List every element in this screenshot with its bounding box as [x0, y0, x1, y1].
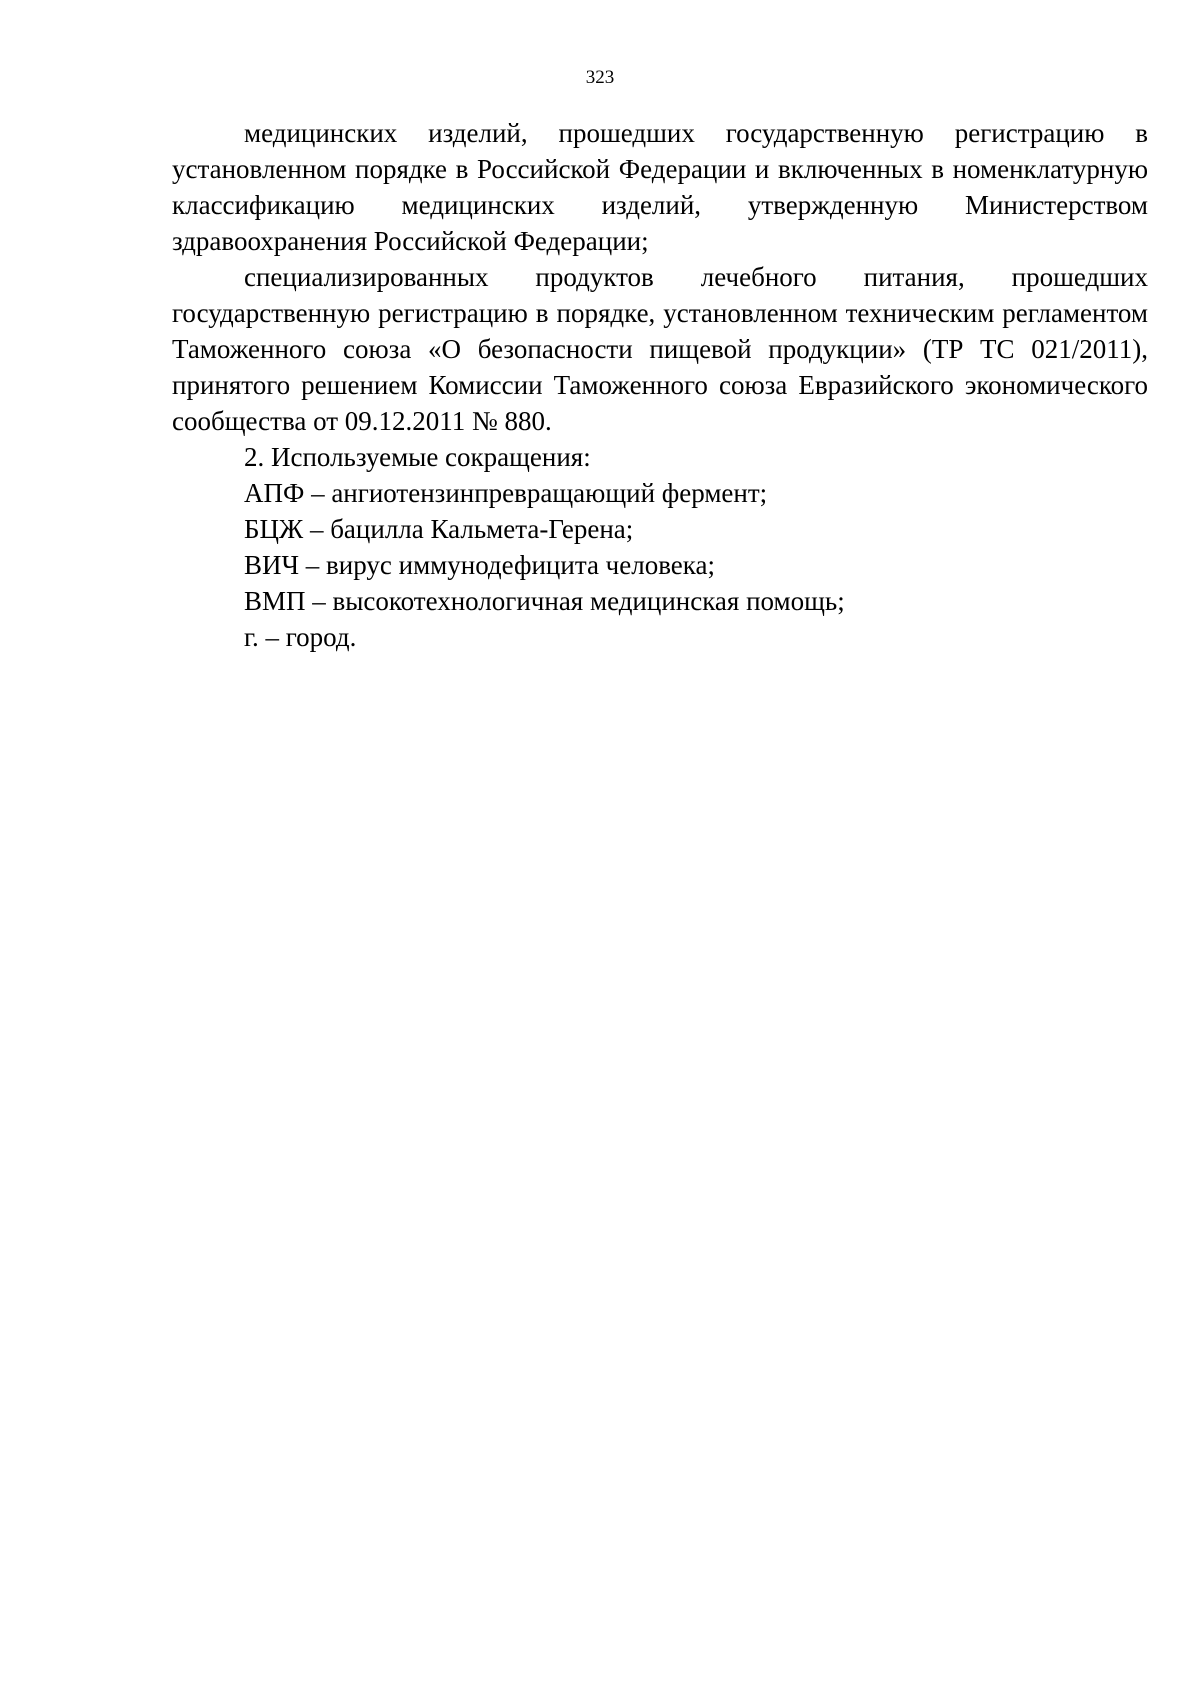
abbreviation-item: ВМП – высокотехнологичная медицинская помощь;: [244, 586, 845, 616]
page-number: 323: [585, 67, 615, 88]
abbreviation-item: ВИЧ – вирус иммунодефицита человека;: [244, 550, 715, 580]
abbreviation-item: г. – город.: [244, 622, 357, 652]
document-body: [172, 115, 1148, 655]
paragraph-specialized-nutrition: специализированных продуктов лечебного питания, прошедших государственную регистрацию в порядке, установленном техническим регламентом Таможенного союза «О безопасности пищевой продукции» (ТР ТС 021/2011), принятого решением Комиссии Таможенного союза Евразийского экономического сообщества от 09.12.2011 № 880.: [172, 262, 1148, 436]
paragraph-medical-devices: медицинских изделий, прошедших государственную регистрацию в установленном порядке в Российской Федерации и включенных в номенклатурную классификацию медицинских изделий, утвержденную Министерством здравоохранения Российской Федерации;: [172, 118, 1148, 256]
abbreviations-heading: 2. Используемые сокращения:: [244, 442, 591, 472]
abbreviation-item: АПФ – ангиотензинпревращающий фермент;: [244, 478, 768, 508]
abbreviation-item: БЦЖ – бацилла Кальмета-Герена;: [244, 514, 634, 544]
